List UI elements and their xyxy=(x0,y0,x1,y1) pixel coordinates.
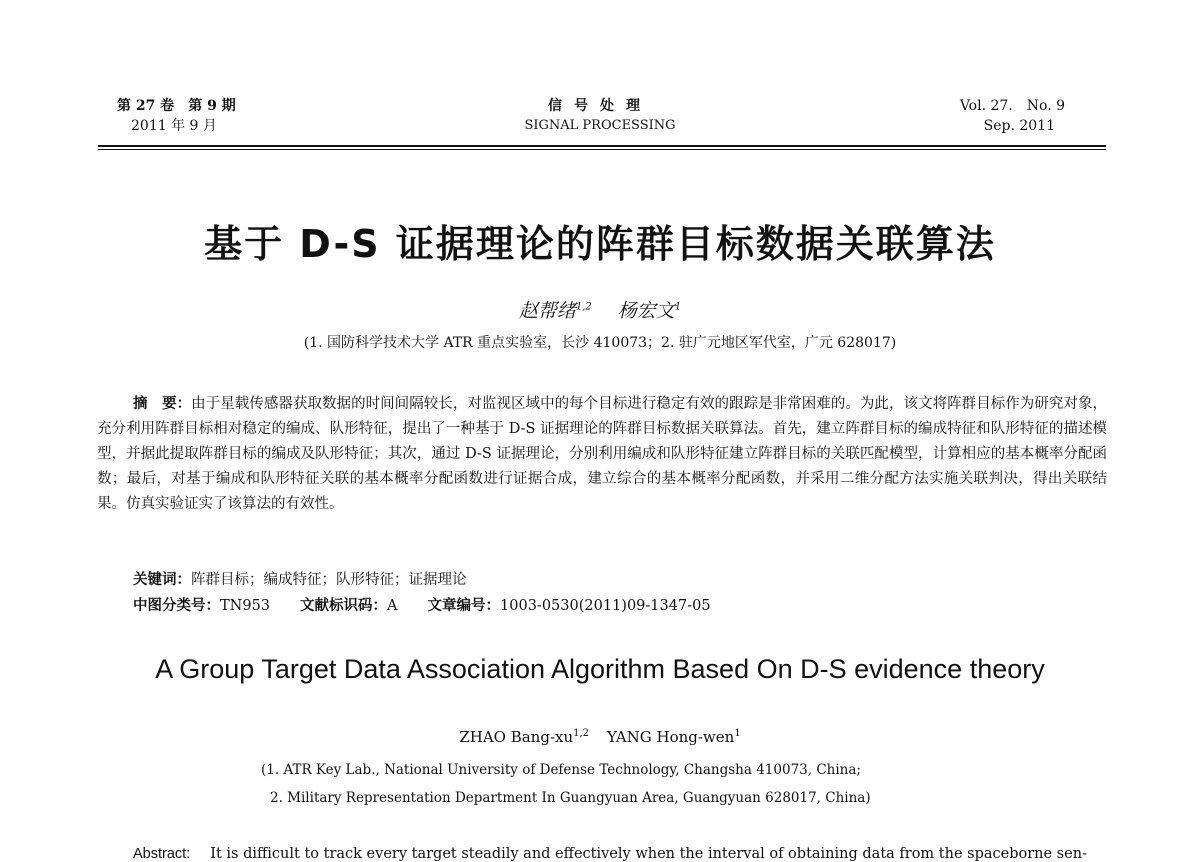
affiliation-cn: (1. 国防科学技术大学 ATR 重点实验室，长沙 410073；2. 驻广元地区军代室，广元 628017) xyxy=(303,335,897,351)
doc-code-value: A xyxy=(387,598,398,614)
abstract-cn-label: 摘 要： xyxy=(133,396,192,412)
journal-name-cn: 信号处理 xyxy=(548,98,652,114)
affiliation-en-1: (1. ATR Key Lab., National University of Defense Technology, Changsha 410073, China; xyxy=(261,762,861,778)
article-number-value: 1003-0530(2011)09-1347-05 xyxy=(500,598,711,614)
abstract-cn xyxy=(97,392,1107,517)
header-rule-thin xyxy=(98,149,1106,150)
authors-en xyxy=(0,728,1200,746)
date-cn: 2011 年 9 月 xyxy=(131,118,217,134)
abstract-cn-text: 由于星载传感器获取数据的时间间隔较长，对监视区域中的每个目标进行稳定有效的跟踪是非常困难的。为此，该文将阵群目标作为研究对象，充分利用阵群目标相对稳定的编成、队形特征，提出了一种基于 D-S 证据理论的阵群目标数据关联算法。首先，建立阵群目标的编成特征和队形特征的描述模型，并据此提取阵群目标的编成及队形特征；其次，通过 D-S 证据理论，分别利用编成和队形特征建立阵群目标的关联匹配模型，计算相应的基本概率分配函数；最后，对基于编成和队形特征关联的基本概率分配函数进行证据合成，建立综合的基本概率分配函数，并采用二维分配方法实施关联判决，得出关联结果。仿真实验证实了该算法的有效性。 xyxy=(97,396,1107,512)
keywords-text: 阵群目标；编成特征；队形特征；证据理论 xyxy=(191,572,467,588)
article-number-label: 文章编号： xyxy=(427,598,501,614)
author-name: ZHAO Bang-xu xyxy=(459,728,574,746)
author-affil-sup: 1 xyxy=(734,728,741,739)
date-en: Sep. 2011 xyxy=(983,118,1055,134)
clc-value: TN953 xyxy=(220,598,271,614)
authors-cn xyxy=(0,296,1200,323)
keywords-cn xyxy=(133,568,467,589)
author-affil-sup: 1,2 xyxy=(573,728,590,739)
journal-volume-issue-en xyxy=(960,96,1065,136)
author-name: YANG Hong-wen xyxy=(607,728,735,746)
author-affil-sup: 1,2 xyxy=(575,301,592,313)
abstract-en-label: Abstract: xyxy=(133,846,191,862)
author-affil-sup: 1 xyxy=(674,301,682,313)
abstract-en-text: It is difficult to track every target steadily and effectively when the interval of obtaining data from the spaceborne sen- xyxy=(210,846,1087,862)
keywords-label: 关键词： xyxy=(133,572,191,588)
doc-code-label: 文献标识码： xyxy=(300,598,388,614)
clc-label: 中图分类号： xyxy=(133,598,220,614)
header-rule-thick xyxy=(98,145,1106,147)
paper-title-cn: 基于 D-S 证据理论的阵群目标数据关联算法 xyxy=(204,222,996,266)
volume-issue-cn: 第 27 卷 第 9 期 xyxy=(117,98,236,114)
affiliation-en-2: 2. Military Representation Department In Guangyuan Area, Guangyuan 628017, China) xyxy=(270,790,871,806)
classification-line xyxy=(133,594,711,615)
author-name: 杨宏文 xyxy=(617,300,675,322)
abstract-en xyxy=(133,846,1087,862)
journal-name-en: SIGNAL PROCESSING xyxy=(524,118,676,133)
volume-issue-en: Vol. 27. No. 9 xyxy=(959,98,1065,114)
paper-title-en: A Group Target Data Association Algorithm Based On D-S evidence theory xyxy=(155,654,1045,684)
author-name: 赵帮绪 xyxy=(518,300,576,322)
